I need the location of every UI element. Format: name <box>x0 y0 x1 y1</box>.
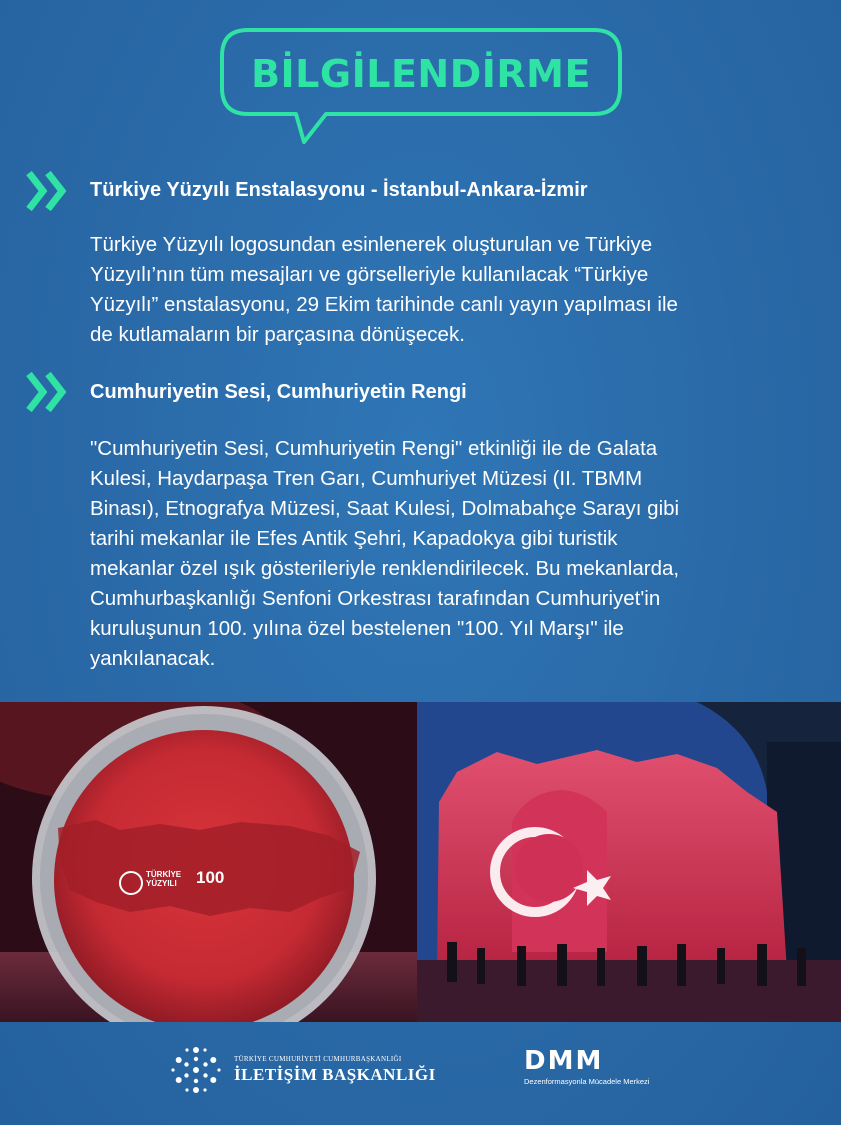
footer <box>0 1022 841 1125</box>
section-body <box>90 230 816 350</box>
body-line: yankılanacak. <box>90 647 216 670</box>
palace-photo <box>417 702 841 1022</box>
body-line: kuruluşunun 100. yılına özel bestelenen "100. Yıl Marşı" ile <box>90 617 624 640</box>
photo-strip <box>0 702 841 1022</box>
installation-photo <box>0 702 417 1022</box>
body-line: Yüzyılı’nın tüm mesajları ve görselleriyle kullanılacak “Türkiye <box>90 263 649 286</box>
section-title: Türkiye Yüzyılı Enstalasyonu - İstanbul-Ankara-İzmir <box>90 179 588 201</box>
double-chevron-icon <box>26 170 70 212</box>
body-line: "Cumhuriyetin Sesi, Cumhuriyetin Rengi" etkinliği ile de Galata <box>90 437 658 460</box>
iletisim-text <box>234 1055 436 1085</box>
body-line: Kulesi, Haydarpaşa Tren Garı, Cumhuriyet Müzesi (II. TBMM <box>90 467 643 490</box>
turkiye-yuzyili-logo: TÜRKİYE YÜZYILI <box>146 870 182 888</box>
body-line: Binası), Etnografya Müzesi, Saat Kulesi, Dolmabahçe Sarayı gibi <box>90 497 680 520</box>
iletisim-title: İLETİŞİM BAŞKANLIĞI <box>234 1065 436 1084</box>
iletisim-subtitle: TÜRKİYE CUMHURİYETİ CUMHURBAŞKANLIĞI <box>234 1055 402 1063</box>
section-title: Cumhuriyetin Sesi, Cumhuriyetin Rengi <box>90 381 467 403</box>
palace-illustration <box>417 702 841 1022</box>
body-line: de kutlamaların bir parçasına dönüşecek. <box>90 323 465 346</box>
body-line: mekanlar özel ışık gösterileriyle renklendirilecek. Bu mekanlarda, <box>90 557 680 580</box>
header-badge <box>218 26 624 150</box>
dmm-subtitle: Dezenformasyonla Mücadele Merkezi <box>524 1077 650 1086</box>
dmm-logo <box>524 1048 649 1086</box>
page-title: BİLGİLENDİRME <box>251 52 591 96</box>
iletisim-baskanligi-logo <box>168 1042 436 1098</box>
snowflake-emblem-icon <box>168 1042 224 1098</box>
double-chevron-icon <box>26 371 70 413</box>
installation-illustration <box>0 702 417 1022</box>
body-line: Türkiye Yüzyılı logosundan esinlenerek oluşturulan ve Türkiye <box>90 233 653 256</box>
hundred-logo: 100 <box>196 868 225 887</box>
body-line: Cumhurbaşkanlığı Senfoni Orkestrası tarafından Cumhuriyet'in <box>90 587 661 610</box>
body-line: Yüzyılı” enstalasyonu, 29 Ekim tarihinde canlı yayın yapılması ile <box>90 293 678 316</box>
section-body <box>90 434 816 674</box>
body-line: tarihi mekanlar ile Efes Antik Şehri, Kapadokya gibi turistik <box>90 527 618 550</box>
dmm-title: DMM <box>524 1046 604 1076</box>
